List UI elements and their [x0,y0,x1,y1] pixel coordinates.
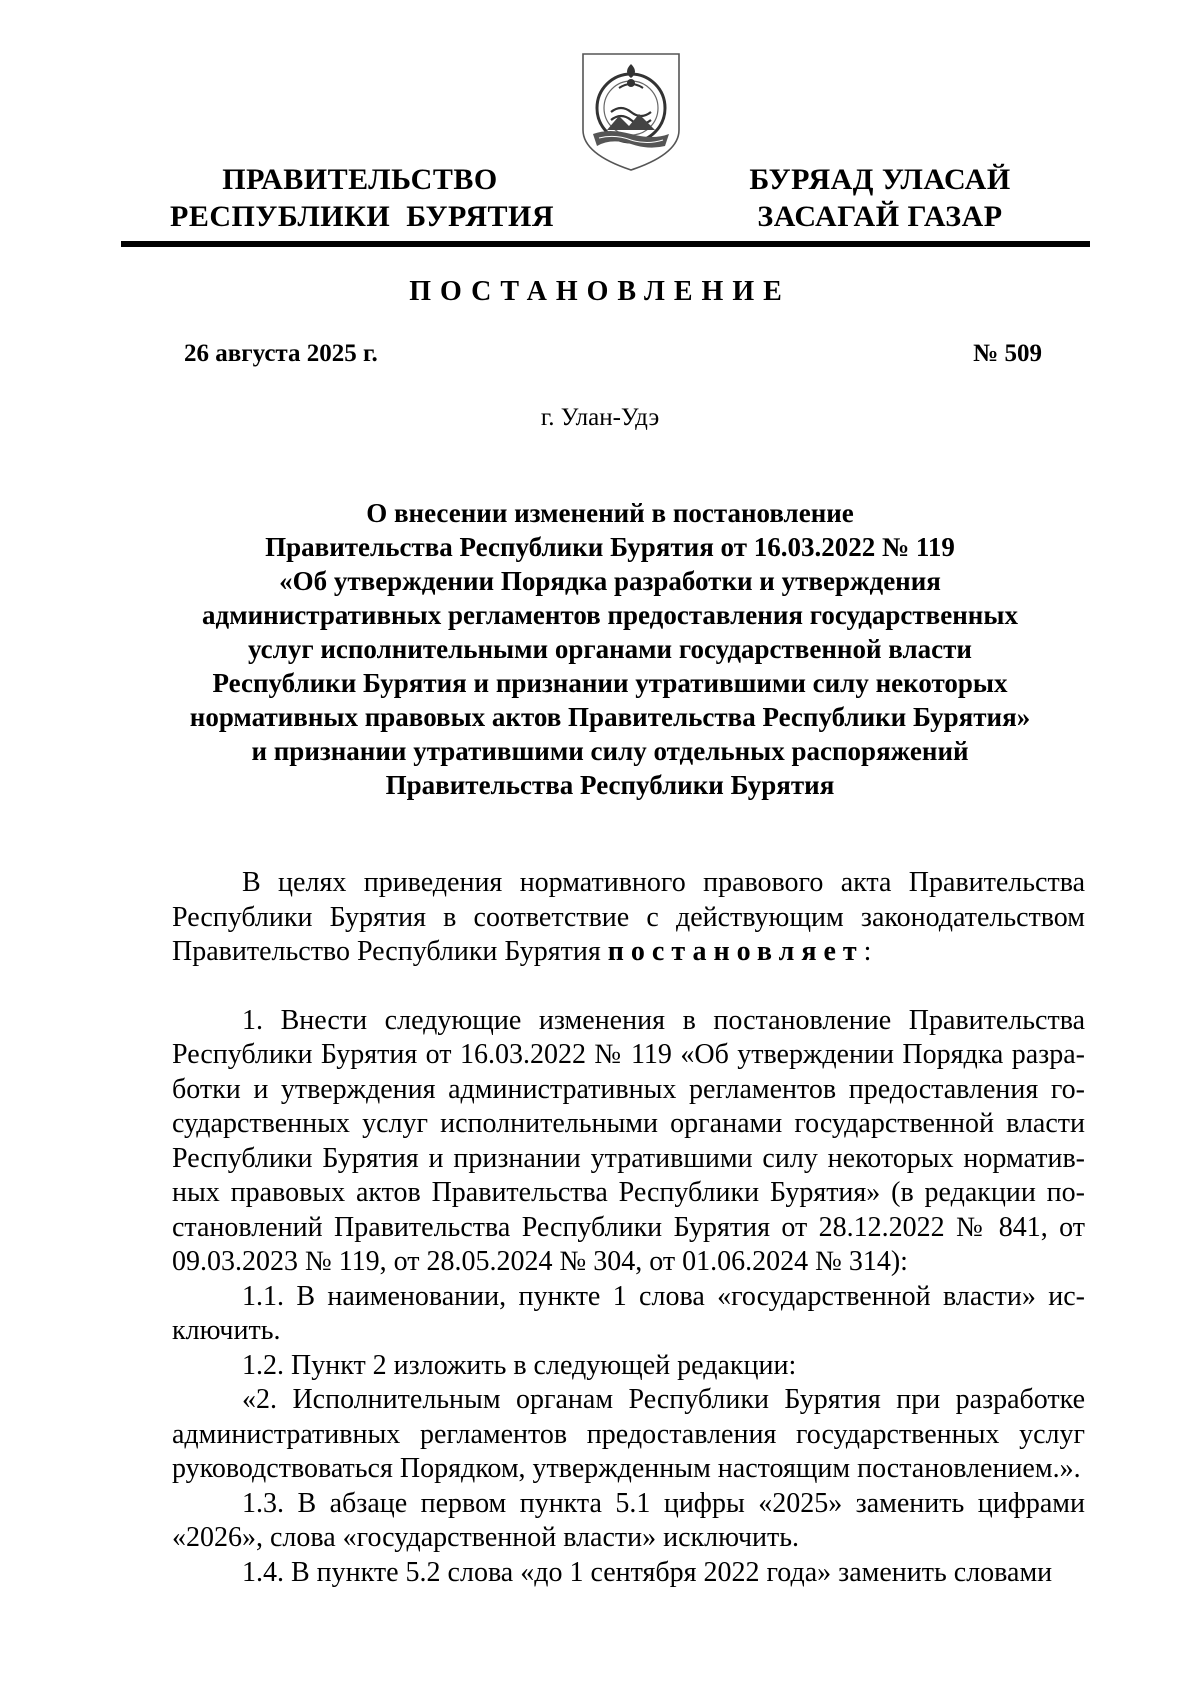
body-paragraph: «2. Исполнительным органам Республики Бурятия при разработке административных регламентов предоставления государственных услуг руководствоваться Порядком, утвержденным настоящим постановлением.». [172,1384,1085,1484]
title-line: Правительства Республики Бурятия [385,770,835,800]
body-paragraph: 1.3. В абзаце первом пункта 5.1 цифры «2025» заменить цифрами «2026», слова «государственной власти» исключить. [172,1487,1085,1553]
coat-of-arms-icon [579,50,683,174]
header-divider [121,241,1090,247]
org-name-buryat [730,161,1030,235]
title-line: Республики Бурятия и признании утратившими силу некоторых [212,668,1008,698]
paragraph-gap [172,970,1085,1004]
title-line: и признании утратившими силу отдельных распоряжений [251,736,969,766]
org-name-russian-line-1: ПРАВИТЕЛЬСТВО [222,163,498,196]
org-name-buryat-line-1: БУРЯАД УЛАСАЙ [749,163,1011,196]
org-name-russian [170,161,555,235]
title-line: нормативных правовых актов Правительства Республики Бурятия» [189,702,1031,732]
preamble-keyword: постановляет [607,936,864,967]
org-name-buryat-line-2: ЗАСАГАЙ ГАЗАР [757,200,1003,233]
title-line: О внесении изменений в постановление [366,498,854,528]
title-line: «Об утверждении Порядка разработки и утверждения [279,566,941,596]
document-number: № 509 [973,340,1042,367]
body-paragraph: 1.1. В наименовании, пункте 1 слова «государственной власти» исключить. [172,1280,1085,1346]
body-paragraph: 1.2. Пункт 2 изложить в следующей редакции: [242,1349,797,1381]
preamble-end: : [863,936,872,967]
preamble-paragraph [172,866,1085,970]
document-body [172,866,1085,1590]
title-line: услуг исполнительными органами государственной власти [248,634,972,664]
body-paragraph: 1.4. В пункте 5.2 слова «до 1 сентября 2022 года» заменить словами [242,1556,1053,1588]
document-city: г. Улан-Удэ [540,404,660,431]
document-date: 26 августа 2025 г. [184,340,378,367]
document-type: ПОСТАНОВЛЕНИЕ [409,276,791,307]
preamble-text: В целях приведения нормативного правового акта Правительства Республики Бурятия в соответствие с действующим законодательством Правительство Республики Бурятия [172,867,1085,967]
org-name-russian-line-2: РЕСПУБЛИКИ БУРЯТИЯ [170,200,555,233]
title-line: Правительства Республики Бурятия от 16.03.2022 № 119 [265,532,955,562]
title-line: административных регламентов предоставления государственных [202,600,1018,630]
body-paragraph: 1. Внести следующие изменения в постановление Правительства Республики Бурятия от 16.03.2022 № 119 «Об утверждении Порядка разработки и утверждения административных регламентов предоставления государственных услуг исполнительными органами государственной власти Республики Бурятия и признании утратившими силу некоторых нормативных правовых актов Правительства Республики Бурятия» (в редакции постановлений Правительства Республики Бурятия от 28.12.2022 № 841, от 09.03.2023 № 119, от 28.05.2024 № 304, от 01.06.2024 № 314): [172,1004,1085,1277]
document-title [130,496,1090,802]
